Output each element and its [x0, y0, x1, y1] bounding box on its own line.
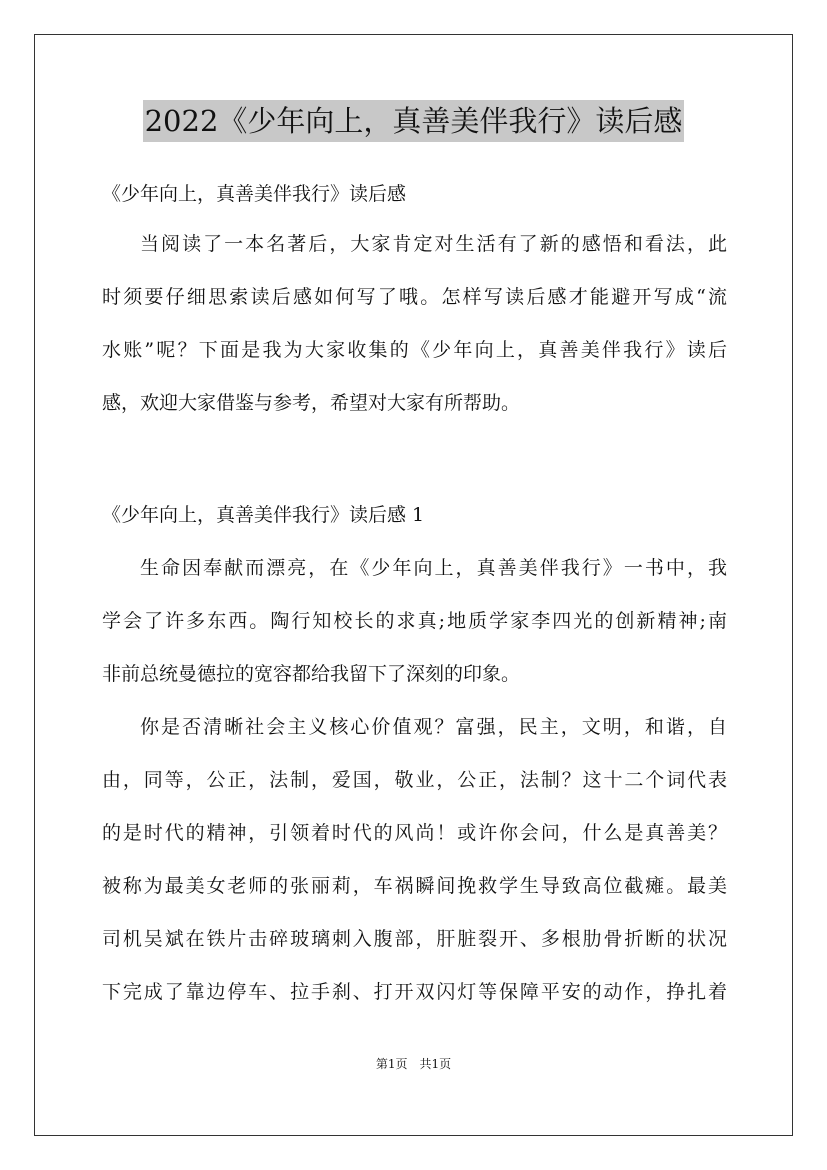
paragraph-line: 由，同等，公正，法制，爱国，敬业，公正，法制？这十二个词代表 [102, 769, 727, 791]
paragraph-line: 司机吴斌在铁片击碎玻璃刺入腹部，肝脏裂开、多根肋骨折断的状况 [102, 928, 727, 950]
paragraph-1 [102, 550, 727, 693]
paragraph-line: 下完成了靠边停车、拉手刹、打开双闪灯等保障平安的动作，挣扎着 [102, 981, 727, 1003]
document-title: 2022《少年向上，真善美伴我行》读后感 [143, 100, 685, 142]
document-subtitle: 《少年向上，真善美伴我行》读后感 [102, 183, 407, 205]
paragraph-2 [102, 709, 727, 1011]
intro-line: 时须要仔细思索读后感如何写了哦。怎样写读后感才能避开写成“流 [102, 286, 727, 308]
paragraph-line: 你是否清晰社会主义核心价值观？富强，民主，文明，和谐，自 [140, 716, 727, 738]
paragraph-line: 生命因奉献而漂亮，在《少年向上，真善美伴我行》一书中，我 [140, 557, 727, 579]
intro-line: 感，欢迎大家借鉴与参考，希望对大家有所帮助。 [102, 392, 521, 414]
section-gap [102, 422, 727, 480]
intro-line: 水账”呢？下面是我为大家收集的《少年向上，真善美伴我行》读后 [102, 339, 727, 361]
page-footer: 第1页 共1页 [375, 1057, 452, 1071]
intro-line: 当阅读了一本名著后，大家肯定对生活有了新的感悟和看法，此 [140, 233, 727, 255]
paragraph-line: 的是时代的精神，引领着时代的风尚！或许你会问，什么是真善美？ [102, 822, 727, 844]
paragraph-line: 被称为最美女老师的张丽莉，车祸瞬间挽救学生导致高位截瘫。最美 [102, 875, 727, 897]
title-wrap [0, 100, 827, 142]
document-body [102, 176, 727, 1011]
paragraph-line: 非前总统曼德拉的宽容都给我留下了深刻的印象。 [102, 663, 521, 685]
paragraph-line: 学会了许多东西。陶行知校长的求真;地质学家李四光的创新精神;南 [102, 610, 727, 632]
section-heading: 《少年向上，真善美伴我行》读后感 1 [102, 504, 425, 526]
intro-paragraph [102, 226, 727, 422]
